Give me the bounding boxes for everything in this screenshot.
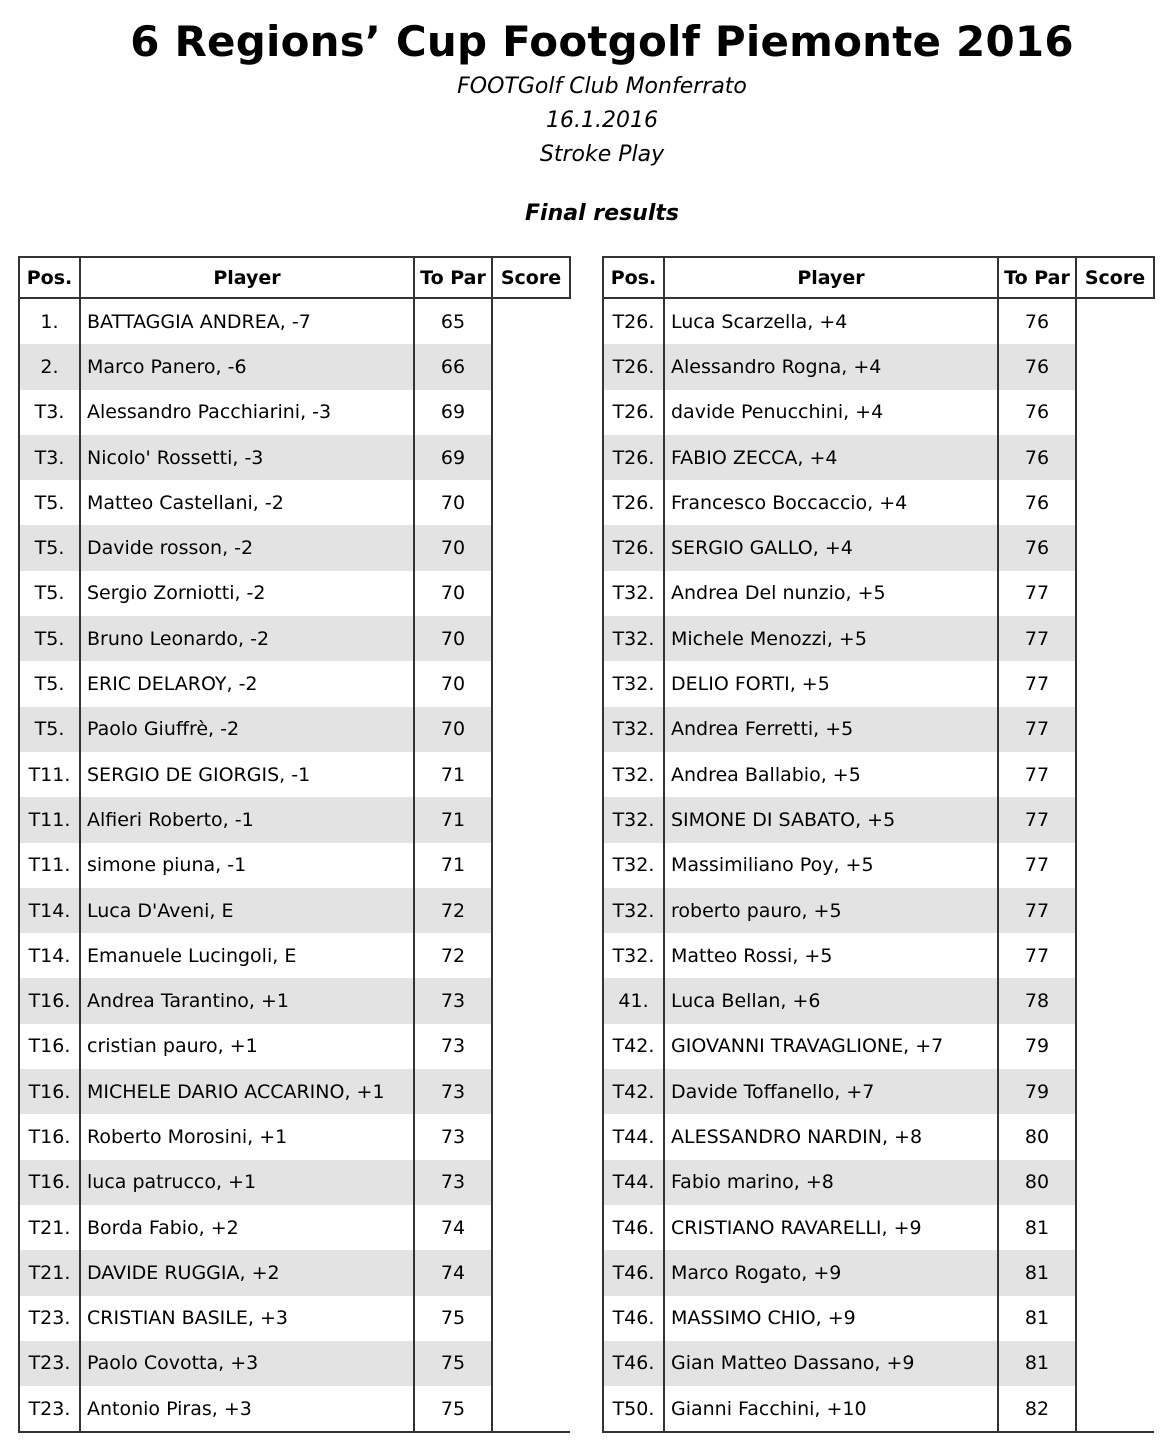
table-row — [603, 1114, 1154, 1159]
score-cell — [1076, 888, 1154, 933]
pos-cell: T26. — [603, 525, 664, 570]
to-par-cell: 73 — [414, 1114, 492, 1159]
to-par-cell: 79 — [998, 1024, 1076, 1069]
pos-cell: T16. — [19, 1069, 80, 1114]
score-cell — [1076, 435, 1154, 480]
player-cell: simone piuna, -1 — [80, 843, 414, 888]
to-par-cell: 73 — [414, 1160, 492, 1205]
to-par-cell: 70 — [414, 571, 492, 616]
score-cell — [1076, 978, 1154, 1023]
player-cell: FABIO ZECCA, +4 — [664, 435, 998, 480]
table-row — [19, 298, 570, 344]
to-par-cell: 77 — [998, 888, 1076, 933]
to-par-cell: 71 — [414, 752, 492, 797]
to-par-cell: 77 — [998, 661, 1076, 706]
score-cell — [492, 707, 570, 752]
to-par-cell: 71 — [414, 843, 492, 888]
table-header-row — [603, 257, 1154, 298]
score-cell — [1076, 1205, 1154, 1250]
column-header-pos: Pos. — [603, 257, 664, 298]
to-par-cell: 76 — [998, 298, 1076, 344]
pos-cell: T5. — [19, 707, 80, 752]
score-cell — [1076, 344, 1154, 389]
pos-cell: T11. — [19, 843, 80, 888]
table-row — [19, 707, 570, 752]
column-header-player: Player — [664, 257, 998, 298]
table-row — [603, 933, 1154, 978]
score-cell — [492, 1160, 570, 1205]
player-cell: GIOVANNI TRAVAGLIONE, +7 — [664, 1024, 998, 1069]
player-cell: DAVIDE RUGGIA, +2 — [80, 1250, 414, 1295]
score-cell — [1076, 661, 1154, 706]
player-cell: Andrea Tarantino, +1 — [80, 978, 414, 1023]
pos-cell: T32. — [603, 571, 664, 616]
player-cell: Gian Matteo Dassano, +9 — [664, 1341, 998, 1386]
player-cell: SIMONE DI SABATO, +5 — [664, 797, 998, 842]
pos-cell: T32. — [603, 843, 664, 888]
table-row — [19, 1386, 570, 1432]
player-cell: DELIO FORTI, +5 — [664, 661, 998, 706]
player-cell: ALESSANDRO NARDIN, +8 — [664, 1114, 998, 1159]
table-row — [603, 888, 1154, 933]
table-row — [19, 933, 570, 978]
player-cell: Davide Toffanello, +7 — [664, 1069, 998, 1114]
table-row — [603, 616, 1154, 661]
to-par-cell: 75 — [414, 1341, 492, 1386]
table-row — [19, 1024, 570, 1069]
table-row — [19, 525, 570, 570]
player-cell: Alfieri Roberto, -1 — [80, 797, 414, 842]
pos-cell: T23. — [19, 1296, 80, 1341]
table-row — [19, 344, 570, 389]
score-cell — [1076, 1296, 1154, 1341]
player-cell: Emanuele Lucingoli, E — [80, 933, 414, 978]
table-row — [603, 435, 1154, 480]
pos-cell: T14. — [19, 933, 80, 978]
player-cell: Fabio marino, +8 — [664, 1160, 998, 1205]
pos-cell: T26. — [603, 390, 664, 435]
to-par-cell: 81 — [998, 1250, 1076, 1295]
pos-cell: T44. — [603, 1160, 664, 1205]
player-cell: Luca Bellan, +6 — [664, 978, 998, 1023]
player-cell: ERIC DELAROY, -2 — [80, 661, 414, 706]
player-cell: Roberto Morosini, +1 — [80, 1114, 414, 1159]
pos-cell: 1. — [19, 298, 80, 344]
table-row — [603, 797, 1154, 842]
score-cell — [1076, 797, 1154, 842]
score-cell — [492, 1341, 570, 1386]
table-row — [19, 1296, 570, 1341]
player-cell: Sergio Zorniotti, -2 — [80, 571, 414, 616]
table-row — [603, 1069, 1154, 1114]
table-row — [19, 978, 570, 1023]
to-par-cell: 75 — [414, 1386, 492, 1432]
player-cell: Matteo Rossi, +5 — [664, 933, 998, 978]
player-cell: Alessandro Pacchiarini, -3 — [80, 390, 414, 435]
to-par-cell: 81 — [998, 1341, 1076, 1386]
to-par-cell: 76 — [998, 435, 1076, 480]
score-cell — [492, 1205, 570, 1250]
to-par-cell: 76 — [998, 480, 1076, 525]
to-par-cell: 80 — [998, 1160, 1076, 1205]
score-cell — [1076, 298, 1154, 344]
pos-cell: T16. — [19, 1024, 80, 1069]
pos-cell: T14. — [19, 888, 80, 933]
score-cell — [492, 752, 570, 797]
pos-cell: T5. — [19, 480, 80, 525]
player-cell: Marco Panero, -6 — [80, 344, 414, 389]
score-cell — [492, 571, 570, 616]
table-row — [19, 1250, 570, 1295]
pos-cell: T50. — [603, 1386, 664, 1432]
pos-cell: 41. — [603, 978, 664, 1023]
player-cell: Paolo Covotta, +3 — [80, 1341, 414, 1386]
score-cell — [1076, 1024, 1154, 1069]
score-cell — [1076, 1250, 1154, 1295]
pos-cell: T3. — [19, 390, 80, 435]
score-cell — [1076, 1160, 1154, 1205]
score-cell — [492, 933, 570, 978]
pos-cell: T32. — [603, 888, 664, 933]
score-cell — [492, 1386, 570, 1432]
pos-cell: T21. — [19, 1205, 80, 1250]
pos-cell: T21. — [19, 1250, 80, 1295]
to-par-cell: 76 — [998, 344, 1076, 389]
table-row — [19, 797, 570, 842]
player-cell: MICHELE DARIO ACCARINO, +1 — [80, 1069, 414, 1114]
pos-cell: T32. — [603, 616, 664, 661]
pos-cell: T26. — [603, 344, 664, 389]
player-cell: Luca Scarzella, +4 — [664, 298, 998, 344]
to-par-cell: 77 — [998, 616, 1076, 661]
player-cell: SERGIO GALLO, +4 — [664, 525, 998, 570]
score-cell — [492, 344, 570, 389]
score-cell — [1076, 571, 1154, 616]
table-row — [603, 298, 1154, 344]
pos-cell: T42. — [603, 1024, 664, 1069]
pos-cell: T46. — [603, 1205, 664, 1250]
to-par-cell: 75 — [414, 1296, 492, 1341]
score-cell — [1076, 707, 1154, 752]
player-cell: Michele Menozzi, +5 — [664, 616, 998, 661]
column-header-pos: Pos. — [19, 257, 80, 298]
table-row — [19, 888, 570, 933]
player-cell: Luca D'Aveni, E — [80, 888, 414, 933]
pos-cell: T11. — [19, 797, 80, 842]
table-row — [603, 1296, 1154, 1341]
column-header-player: Player — [80, 257, 414, 298]
score-cell — [1076, 752, 1154, 797]
player-cell: Andrea Ferretti, +5 — [664, 707, 998, 752]
player-cell: MASSIMO CHIO, +9 — [664, 1296, 998, 1341]
player-cell: Marco Rogato, +9 — [664, 1250, 998, 1295]
score-cell — [492, 978, 570, 1023]
score-cell — [492, 390, 570, 435]
player-cell: Nicolo' Rossetti, -3 — [80, 435, 414, 480]
page-title: 6 Regions’ Cup Footgolf Piemonte 2016 — [130, 17, 1074, 66]
pos-cell: 2. — [19, 344, 80, 389]
table-row — [603, 571, 1154, 616]
to-par-cell: 69 — [414, 390, 492, 435]
pos-cell: T46. — [603, 1341, 664, 1386]
score-cell — [1076, 843, 1154, 888]
table-row — [603, 707, 1154, 752]
score-cell — [492, 1114, 570, 1159]
to-par-cell: 76 — [998, 525, 1076, 570]
pos-cell: T26. — [603, 435, 664, 480]
to-par-cell: 76 — [998, 390, 1076, 435]
table-row — [19, 1205, 570, 1250]
to-par-cell: 77 — [998, 933, 1076, 978]
to-par-cell: 70 — [414, 525, 492, 570]
pos-cell: T16. — [19, 978, 80, 1023]
pos-cell: T32. — [603, 707, 664, 752]
to-par-cell: 77 — [998, 571, 1076, 616]
to-par-cell: 70 — [414, 707, 492, 752]
table-row — [19, 1341, 570, 1386]
table-row — [603, 525, 1154, 570]
pos-cell: T16. — [19, 1114, 80, 1159]
pos-cell: T44. — [603, 1114, 664, 1159]
table-row — [603, 390, 1154, 435]
to-par-cell: 73 — [414, 1069, 492, 1114]
score-cell — [1076, 1341, 1154, 1386]
to-par-cell: 70 — [414, 480, 492, 525]
score-cell — [1076, 390, 1154, 435]
results-table-left — [18, 256, 571, 1433]
pos-cell: T5. — [19, 525, 80, 570]
score-cell — [492, 616, 570, 661]
table-row — [603, 480, 1154, 525]
player-cell: Massimiliano Poy, +5 — [664, 843, 998, 888]
table-row — [603, 752, 1154, 797]
to-par-cell: 77 — [998, 797, 1076, 842]
player-cell: CRISTIAN BASILE, +3 — [80, 1296, 414, 1341]
pos-cell: T5. — [19, 616, 80, 661]
pos-cell: T5. — [19, 571, 80, 616]
table-row — [19, 616, 570, 661]
to-par-cell: 65 — [414, 298, 492, 344]
event-date: 16.1.2016 — [546, 108, 658, 133]
to-par-cell: 74 — [414, 1205, 492, 1250]
player-cell: Alessandro Rogna, +4 — [664, 344, 998, 389]
to-par-cell: 69 — [414, 435, 492, 480]
table-row — [19, 435, 570, 480]
score-cell — [1076, 1114, 1154, 1159]
player-cell: Gianni Facchini, +10 — [664, 1386, 998, 1432]
to-par-cell: 66 — [414, 344, 492, 389]
to-par-cell: 77 — [998, 752, 1076, 797]
score-cell — [492, 1069, 570, 1114]
pos-cell: T16. — [19, 1160, 80, 1205]
table-row — [603, 1160, 1154, 1205]
to-par-cell: 82 — [998, 1386, 1076, 1432]
pos-cell: T23. — [19, 1341, 80, 1386]
pos-cell: T32. — [603, 661, 664, 706]
score-cell — [492, 1024, 570, 1069]
table-header-row — [19, 257, 570, 298]
table-row — [19, 390, 570, 435]
score-cell — [492, 797, 570, 842]
player-cell: Antonio Piras, +3 — [80, 1386, 414, 1432]
table-row — [19, 843, 570, 888]
to-par-cell: 78 — [998, 978, 1076, 1023]
pos-cell: T26. — [603, 298, 664, 344]
player-cell: Matteo Castellani, -2 — [80, 480, 414, 525]
column-header-score: Score — [1076, 257, 1154, 298]
score-cell — [1076, 616, 1154, 661]
table-row — [19, 661, 570, 706]
section-title: Final results — [525, 201, 679, 226]
player-cell: Davide rosson, -2 — [80, 525, 414, 570]
table-row — [19, 571, 570, 616]
to-par-cell: 81 — [998, 1296, 1076, 1341]
player-cell: BATTAGGIA ANDREA, -7 — [80, 298, 414, 344]
table-row — [19, 1114, 570, 1159]
table-row — [603, 1205, 1154, 1250]
score-cell — [492, 1296, 570, 1341]
table-row — [19, 480, 570, 525]
score-cell — [492, 661, 570, 706]
to-par-cell: 74 — [414, 1250, 492, 1295]
table-row — [19, 1160, 570, 1205]
pos-cell: T42. — [603, 1069, 664, 1114]
to-par-cell: 72 — [414, 933, 492, 978]
score-cell — [492, 298, 570, 344]
score-cell — [492, 525, 570, 570]
pos-cell: T46. — [603, 1296, 664, 1341]
table-row — [603, 1386, 1154, 1432]
column-header-score: Score — [492, 257, 570, 298]
table-row — [603, 843, 1154, 888]
player-cell: Paolo Giuffrè, -2 — [80, 707, 414, 752]
pos-cell: T46. — [603, 1250, 664, 1295]
column-header-to-par: To Par — [998, 257, 1076, 298]
pos-cell: T32. — [603, 752, 664, 797]
to-par-cell: 72 — [414, 888, 492, 933]
player-cell: Francesco Boccaccio, +4 — [664, 480, 998, 525]
table-row — [603, 1024, 1154, 1069]
table-row — [603, 661, 1154, 706]
player-cell: Bruno Leonardo, -2 — [80, 616, 414, 661]
player-cell: cristian pauro, +1 — [80, 1024, 414, 1069]
score-cell — [492, 888, 570, 933]
pos-cell: T26. — [603, 480, 664, 525]
to-par-cell: 77 — [998, 707, 1076, 752]
player-cell: Andrea Ballabio, +5 — [664, 752, 998, 797]
club-name: FOOTGolf Club Monferrato — [457, 74, 747, 99]
to-par-cell: 71 — [414, 797, 492, 842]
table-row — [603, 978, 1154, 1023]
to-par-cell: 80 — [998, 1114, 1076, 1159]
score-cell — [1076, 1386, 1154, 1432]
pos-cell: T23. — [19, 1386, 80, 1432]
results-table-right — [602, 256, 1155, 1433]
score-cell — [1076, 525, 1154, 570]
table-row — [603, 344, 1154, 389]
table-row — [19, 1069, 570, 1114]
pos-cell: T32. — [603, 933, 664, 978]
to-par-cell: 73 — [414, 978, 492, 1023]
to-par-cell: 70 — [414, 661, 492, 706]
score-cell — [1076, 933, 1154, 978]
pos-cell: T3. — [19, 435, 80, 480]
table-row — [603, 1250, 1154, 1295]
to-par-cell: 81 — [998, 1205, 1076, 1250]
column-header-to-par: To Par — [414, 257, 492, 298]
to-par-cell: 73 — [414, 1024, 492, 1069]
to-par-cell: 77 — [998, 843, 1076, 888]
table-row — [603, 1341, 1154, 1386]
score-cell — [1076, 480, 1154, 525]
player-cell: Andrea Del nunzio, +5 — [664, 571, 998, 616]
to-par-cell: 79 — [998, 1069, 1076, 1114]
player-cell: roberto pauro, +5 — [664, 888, 998, 933]
to-par-cell: 70 — [414, 616, 492, 661]
table-row — [19, 752, 570, 797]
pos-cell: T11. — [19, 752, 80, 797]
player-cell: CRISTIANO RAVARELLI, +9 — [664, 1205, 998, 1250]
score-cell — [492, 1250, 570, 1295]
player-cell: Borda Fabio, +2 — [80, 1205, 414, 1250]
player-cell: SERGIO DE GIORGIS, -1 — [80, 752, 414, 797]
score-cell — [492, 843, 570, 888]
score-cell — [492, 435, 570, 480]
pos-cell: T32. — [603, 797, 664, 842]
score-cell — [492, 480, 570, 525]
player-cell: luca patrucco, +1 — [80, 1160, 414, 1205]
pos-cell: T5. — [19, 661, 80, 706]
score-cell — [1076, 1069, 1154, 1114]
player-cell: davide Penucchini, +4 — [664, 390, 998, 435]
event-format: Stroke Play — [539, 142, 665, 167]
